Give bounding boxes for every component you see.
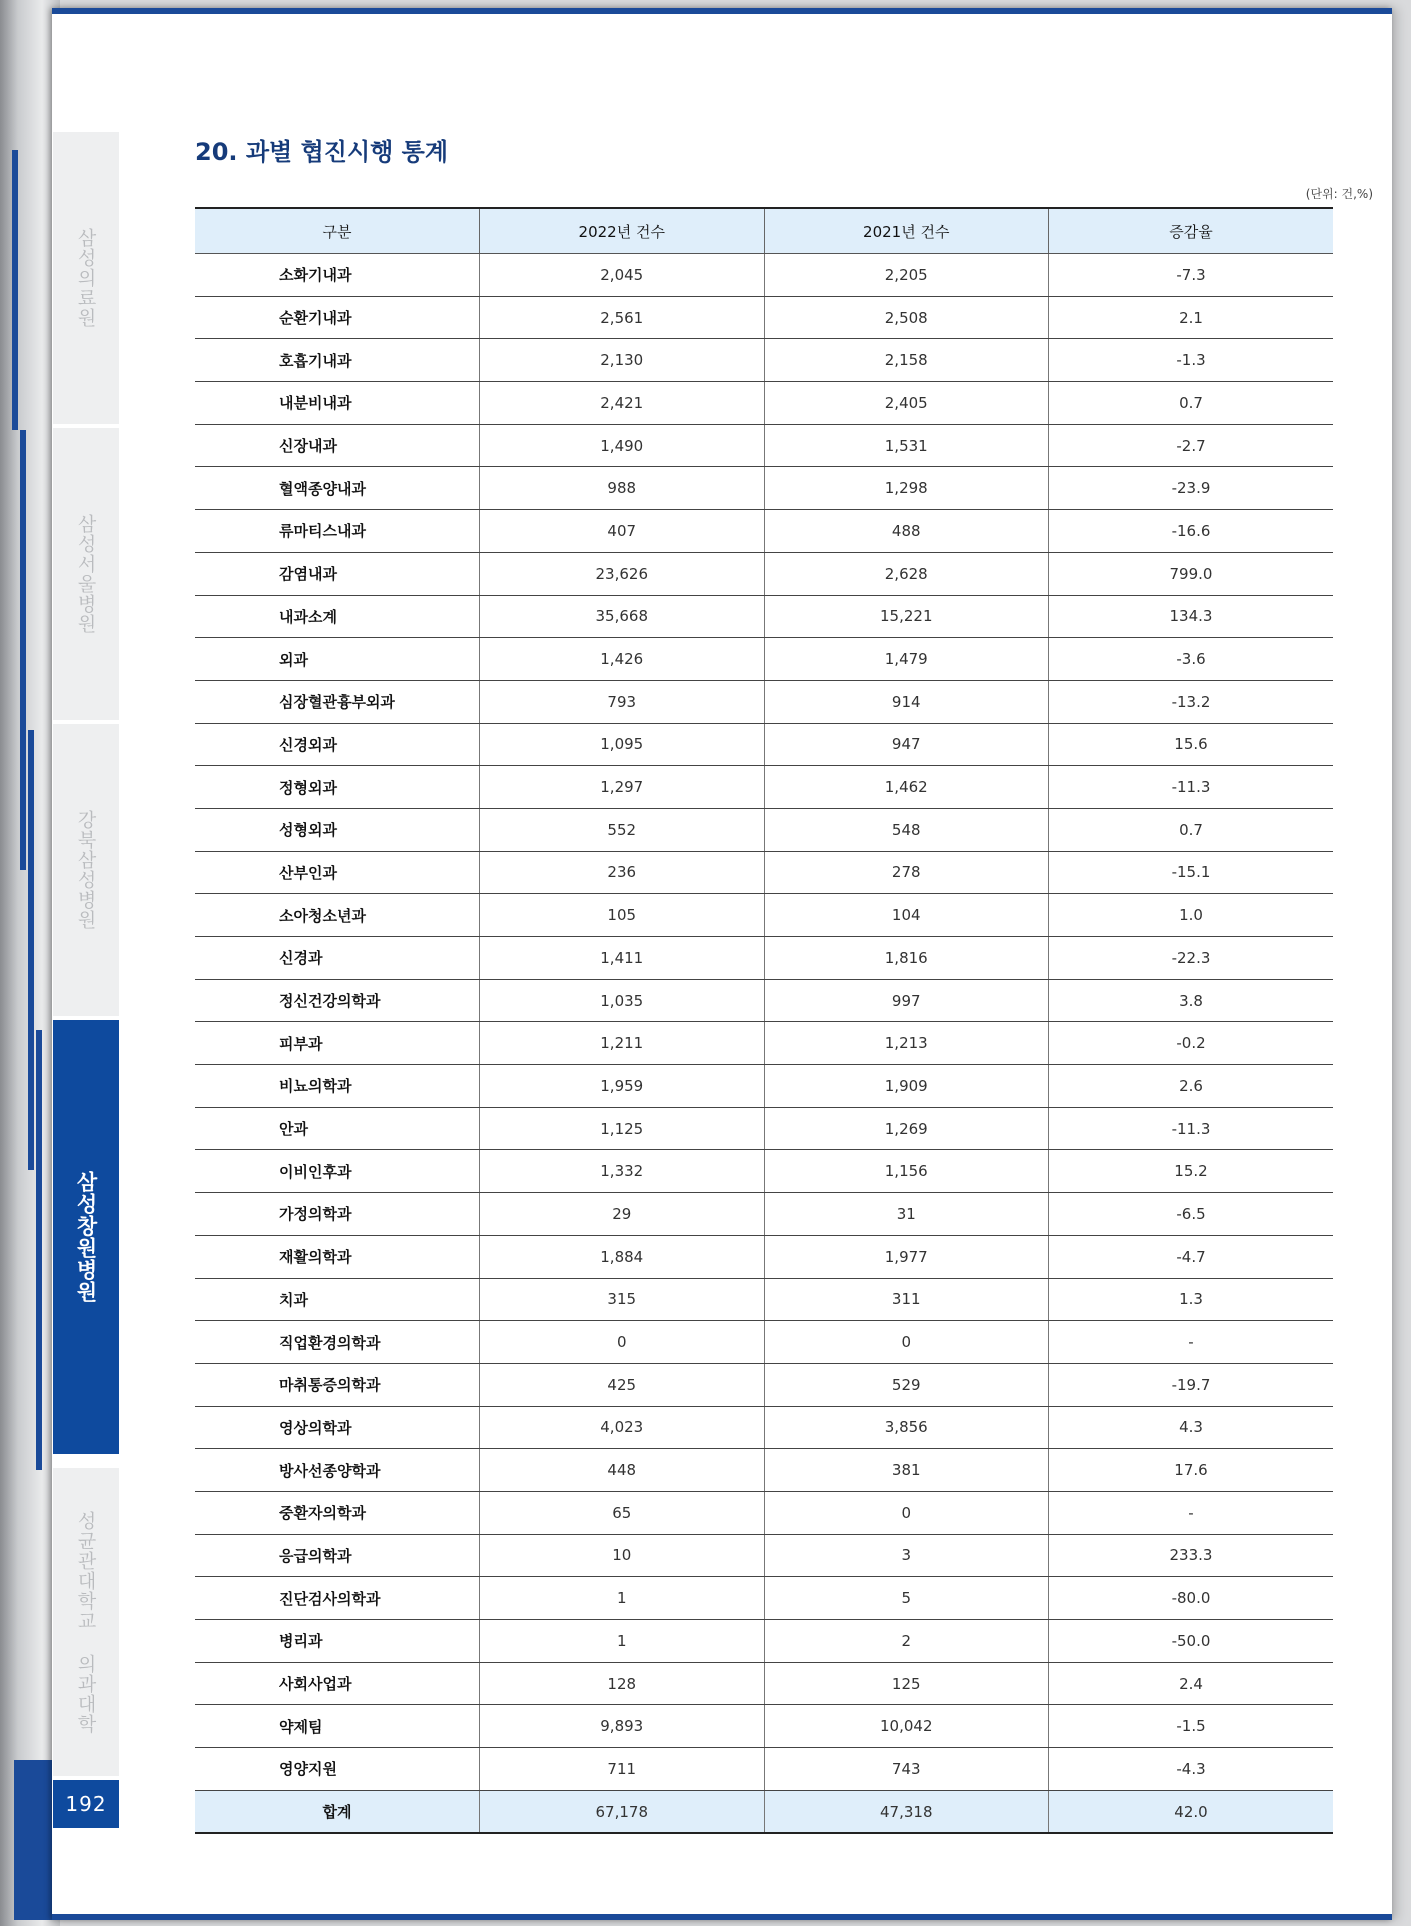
count-cell: 548 [764, 808, 1049, 851]
department-cell: 소아청소년과 [195, 894, 480, 937]
department-consult-table [195, 207, 1333, 1834]
department-cell: 안과 [195, 1107, 480, 1150]
edge-stripe [12, 150, 18, 430]
count-cell: 125 [764, 1662, 1049, 1705]
department-cell: 비뇨의학과 [195, 1065, 480, 1108]
count-cell: 2,628 [764, 552, 1049, 595]
count-cell: 3 [764, 1534, 1049, 1577]
side-tab-kangbuk-samsung-hospital[interactable] [53, 724, 119, 1016]
table-row [195, 638, 1333, 681]
department-cell: 정형외과 [195, 766, 480, 809]
change-rate-cell: 42.0 [1049, 1790, 1334, 1833]
department-cell: 성형외과 [195, 808, 480, 851]
count-cell: 2,158 [764, 339, 1049, 382]
count-cell: 407 [480, 510, 765, 553]
count-cell: 2,205 [764, 254, 1049, 297]
count-cell: 0 [764, 1321, 1049, 1364]
department-cell: 내과소계 [195, 595, 480, 638]
count-cell: 1,269 [764, 1107, 1049, 1150]
department-cell: 내분비내과 [195, 382, 480, 425]
count-cell: 1,095 [480, 723, 765, 766]
department-cell: 병리과 [195, 1620, 480, 1663]
table-row [195, 1022, 1333, 1065]
count-cell: 67,178 [480, 1790, 765, 1833]
change-rate-cell: -13.2 [1049, 680, 1334, 723]
count-cell: 2,421 [480, 382, 765, 425]
department-cell: 영양지원 [195, 1748, 480, 1791]
edge-stripe [14, 1760, 54, 1920]
count-cell: 1,909 [764, 1065, 1049, 1108]
edge-stripe [36, 1030, 42, 1470]
table-row [195, 1321, 1333, 1364]
change-rate-cell: -23.9 [1049, 467, 1334, 510]
table-row [195, 680, 1333, 723]
count-cell: 35,668 [480, 595, 765, 638]
side-tab-label: 삼성의료원 [74, 228, 97, 328]
edge-stripe [20, 430, 26, 870]
side-tab-label: 강북삼성병원 [74, 810, 97, 930]
table-row [195, 339, 1333, 382]
count-cell: 1,977 [764, 1235, 1049, 1278]
department-cell: 중환자의학과 [195, 1491, 480, 1534]
count-cell: 31 [764, 1193, 1049, 1236]
count-cell: 1,332 [480, 1150, 765, 1193]
department-cell: 응급의학과 [195, 1534, 480, 1577]
table-row [195, 595, 1333, 638]
table-header-row [195, 208, 1333, 254]
count-cell: 1,462 [764, 766, 1049, 809]
count-cell: 4,023 [480, 1406, 765, 1449]
table-total-row [195, 1790, 1333, 1833]
count-cell: 3,856 [764, 1406, 1049, 1449]
count-cell: 2,508 [764, 296, 1049, 339]
change-rate-cell: -3.6 [1049, 638, 1334, 681]
change-rate-cell: 3.8 [1049, 979, 1334, 1022]
department-cell: 혈액종양내과 [195, 467, 480, 510]
table-row [195, 552, 1333, 595]
count-cell: 15,221 [764, 595, 1049, 638]
department-cell: 피부과 [195, 1022, 480, 1065]
count-cell: 1,411 [480, 937, 765, 980]
department-cell: 방사선종양학과 [195, 1449, 480, 1492]
unit-note: (단위: 건,%) [1305, 187, 1373, 201]
count-cell: 1,959 [480, 1065, 765, 1108]
bottom-rule [52, 1914, 1392, 1920]
table-row [195, 766, 1333, 809]
department-cell: 합계 [195, 1790, 480, 1833]
side-tab-skku-medicine[interactable] [53, 1468, 119, 1776]
department-cell: 류마티스내과 [195, 510, 480, 553]
table-row [195, 723, 1333, 766]
change-rate-cell: 1.3 [1049, 1278, 1334, 1321]
department-cell: 가정의학과 [195, 1193, 480, 1236]
department-cell: 영상의학과 [195, 1406, 480, 1449]
change-rate-cell: -2.7 [1049, 424, 1334, 467]
change-rate-cell: 15.6 [1049, 723, 1334, 766]
department-cell: 순환기내과 [195, 296, 480, 339]
count-cell: 236 [480, 851, 765, 894]
count-cell: 315 [480, 1278, 765, 1321]
table-row [195, 808, 1333, 851]
table-row [195, 1449, 1333, 1492]
count-cell: 2,561 [480, 296, 765, 339]
department-cell: 마취통증의학과 [195, 1363, 480, 1406]
department-cell: 사회사업과 [195, 1662, 480, 1705]
count-cell: 711 [480, 1748, 765, 1791]
count-cell: 10,042 [764, 1705, 1049, 1748]
count-cell: 47,318 [764, 1790, 1049, 1833]
count-cell: 914 [764, 680, 1049, 723]
count-cell: 128 [480, 1662, 765, 1705]
count-cell: 488 [764, 510, 1049, 553]
department-cell: 심장혈관흉부외과 [195, 680, 480, 723]
change-rate-cell: -19.7 [1049, 1363, 1334, 1406]
change-rate-cell: -7.3 [1049, 254, 1334, 297]
count-cell: 5 [764, 1577, 1049, 1620]
table-row [195, 1620, 1333, 1663]
count-cell: 9,893 [480, 1705, 765, 1748]
count-cell: 1,426 [480, 638, 765, 681]
top-rule [52, 8, 1392, 14]
change-rate-cell: -11.3 [1049, 1107, 1334, 1150]
department-cell: 직업환경의학과 [195, 1321, 480, 1364]
count-cell: 1,479 [764, 638, 1049, 681]
department-cell: 신장내과 [195, 424, 480, 467]
count-cell: 1,884 [480, 1235, 765, 1278]
count-cell: 529 [764, 1363, 1049, 1406]
change-rate-cell: 0.7 [1049, 808, 1334, 851]
change-rate-cell: -16.6 [1049, 510, 1334, 553]
change-rate-cell: 799.0 [1049, 552, 1334, 595]
count-cell: 1,211 [480, 1022, 765, 1065]
department-cell: 호흡기내과 [195, 339, 480, 382]
change-rate-cell: -1.3 [1049, 339, 1334, 382]
change-rate-cell: -4.7 [1049, 1235, 1334, 1278]
count-cell: 23,626 [480, 552, 765, 595]
change-rate-cell: 233.3 [1049, 1534, 1334, 1577]
count-cell: 1,816 [764, 937, 1049, 980]
count-cell: 793 [480, 680, 765, 723]
table-row [195, 1491, 1333, 1534]
department-cell: 외과 [195, 638, 480, 681]
table-row [195, 254, 1333, 297]
table-row [195, 467, 1333, 510]
count-cell: 425 [480, 1363, 765, 1406]
table-row [195, 1235, 1333, 1278]
count-cell: 552 [480, 808, 765, 851]
column-header: 구분 [195, 208, 480, 254]
count-cell: 1,156 [764, 1150, 1049, 1193]
department-cell: 소화기내과 [195, 254, 480, 297]
count-cell: 1,213 [764, 1022, 1049, 1065]
page-number: 192 [53, 1780, 119, 1828]
count-cell: 105 [480, 894, 765, 937]
edge-stripe [28, 730, 34, 1170]
change-rate-cell: 134.3 [1049, 595, 1334, 638]
table-row [195, 1193, 1333, 1236]
department-cell: 재활의학과 [195, 1235, 480, 1278]
change-rate-cell: -50.0 [1049, 1620, 1334, 1663]
department-cell: 이비인후과 [195, 1150, 480, 1193]
table-row [195, 979, 1333, 1022]
count-cell: 2,405 [764, 382, 1049, 425]
count-cell: 0 [764, 1491, 1049, 1534]
column-header: 2022년 건수 [480, 208, 765, 254]
table-row [195, 1534, 1333, 1577]
side-tab-samsung-medical-center[interactable] [53, 132, 119, 424]
count-cell: 2,045 [480, 254, 765, 297]
count-cell: 1,297 [480, 766, 765, 809]
table-row [195, 296, 1333, 339]
count-cell: 1 [480, 1620, 765, 1663]
table-row [195, 1705, 1333, 1748]
count-cell: 448 [480, 1449, 765, 1492]
count-cell: 743 [764, 1748, 1049, 1791]
table-row [195, 382, 1333, 425]
change-rate-cell: -11.3 [1049, 766, 1334, 809]
count-cell: 1,490 [480, 424, 765, 467]
side-tab-samsung-seoul-hospital[interactable] [53, 428, 119, 720]
side-tab-samsung-changwon-hospital[interactable] [53, 1020, 119, 1454]
count-cell: 311 [764, 1278, 1049, 1321]
count-cell: 1,035 [480, 979, 765, 1022]
department-cell: 감염내과 [195, 552, 480, 595]
change-rate-cell: 2.4 [1049, 1662, 1334, 1705]
count-cell: 1,298 [764, 467, 1049, 510]
department-cell: 정신건강의학과 [195, 979, 480, 1022]
change-rate-cell: 1.0 [1049, 894, 1334, 937]
table-row [195, 1065, 1333, 1108]
change-rate-cell: -80.0 [1049, 1577, 1334, 1620]
side-tab-label: 삼성서울병원 [74, 514, 97, 634]
table-row [195, 424, 1333, 467]
count-cell: 278 [764, 851, 1049, 894]
change-rate-cell: 17.6 [1049, 1449, 1334, 1492]
count-cell: 2 [764, 1620, 1049, 1663]
change-rate-cell: -22.3 [1049, 937, 1334, 980]
column-header: 2021년 건수 [764, 208, 1049, 254]
count-cell: 65 [480, 1491, 765, 1534]
table-row [195, 1150, 1333, 1193]
department-cell: 신경과 [195, 937, 480, 980]
department-cell: 산부인과 [195, 851, 480, 894]
table-row [195, 1662, 1333, 1705]
count-cell: 381 [764, 1449, 1049, 1492]
table-row [195, 894, 1333, 937]
count-cell: 1 [480, 1577, 765, 1620]
table-row [195, 1577, 1333, 1620]
count-cell: 997 [764, 979, 1049, 1022]
table-row [195, 510, 1333, 553]
count-cell: 988 [480, 467, 765, 510]
change-rate-cell: - [1049, 1321, 1334, 1364]
column-header: 증감율 [1049, 208, 1334, 254]
change-rate-cell: -0.2 [1049, 1022, 1334, 1065]
count-cell: 947 [764, 723, 1049, 766]
change-rate-cell: 15.2 [1049, 1150, 1334, 1193]
department-cell: 진단검사의학과 [195, 1577, 480, 1620]
document-page [52, 8, 1392, 1920]
change-rate-cell: - [1049, 1491, 1334, 1534]
count-cell: 1,125 [480, 1107, 765, 1150]
side-tab-label: 삼성창원병원 [74, 1171, 98, 1303]
change-rate-cell: 0.7 [1049, 382, 1334, 425]
table-row [195, 1278, 1333, 1321]
count-cell: 0 [480, 1321, 765, 1364]
change-rate-cell: 4.3 [1049, 1406, 1334, 1449]
count-cell: 104 [764, 894, 1049, 937]
count-cell: 2,130 [480, 339, 765, 382]
change-rate-cell: -1.5 [1049, 1705, 1334, 1748]
department-cell: 약제팀 [195, 1705, 480, 1748]
page-title: 20. 과별 협진시행 통계 [195, 138, 449, 166]
side-tab-label: 성균관대학교 의과대학 [74, 1510, 97, 1734]
table-row [195, 937, 1333, 980]
count-cell: 10 [480, 1534, 765, 1577]
change-rate-cell: 2.1 [1049, 296, 1334, 339]
count-cell: 1,531 [764, 424, 1049, 467]
table-row [195, 1406, 1333, 1449]
table-row [195, 1748, 1333, 1791]
count-cell: 29 [480, 1193, 765, 1236]
change-rate-cell: -6.5 [1049, 1193, 1334, 1236]
table-row [195, 1107, 1333, 1150]
table-row [195, 1363, 1333, 1406]
department-cell: 신경외과 [195, 723, 480, 766]
change-rate-cell: -4.3 [1049, 1748, 1334, 1791]
table-row [195, 851, 1333, 894]
book-page-edges [0, 0, 60, 1926]
change-rate-cell: 2.6 [1049, 1065, 1334, 1108]
department-cell: 치과 [195, 1278, 480, 1321]
change-rate-cell: -15.1 [1049, 851, 1334, 894]
